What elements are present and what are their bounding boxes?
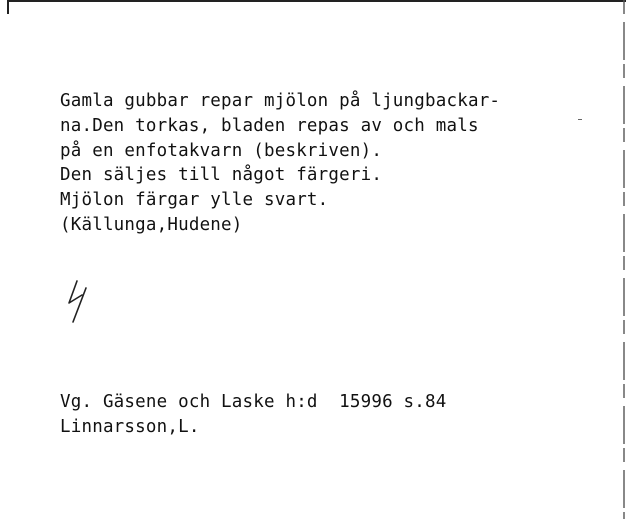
body-line: na.Den torkas, bladen repas av och mals: [60, 115, 479, 136]
recorder-name: Linnarsson,L.: [60, 417, 200, 437]
card-right-border: [623, 0, 625, 519]
handwritten-number-mark: [62, 276, 102, 326]
source-reference: Vg. Gäsene och Laske h:d 15996 s.84: [60, 392, 447, 412]
body-line: Mjölon färgar ylle svart.: [60, 190, 329, 211]
body-line: Gamla gubbar repar mjölon på ljungbackar-: [60, 91, 501, 111]
card-footer: [60, 390, 447, 440]
body-line: på en enfotakvarn (beskriven).: [60, 140, 383, 161]
body-line: Den säljes till något färgeri.: [60, 165, 383, 186]
body-line: (Källunga,Hudene): [60, 214, 243, 235]
card-top-border: [8, 0, 626, 2]
card-body-text: [60, 89, 500, 238]
card-left-border: [7, 0, 9, 14]
stray-mark: [578, 119, 582, 120]
